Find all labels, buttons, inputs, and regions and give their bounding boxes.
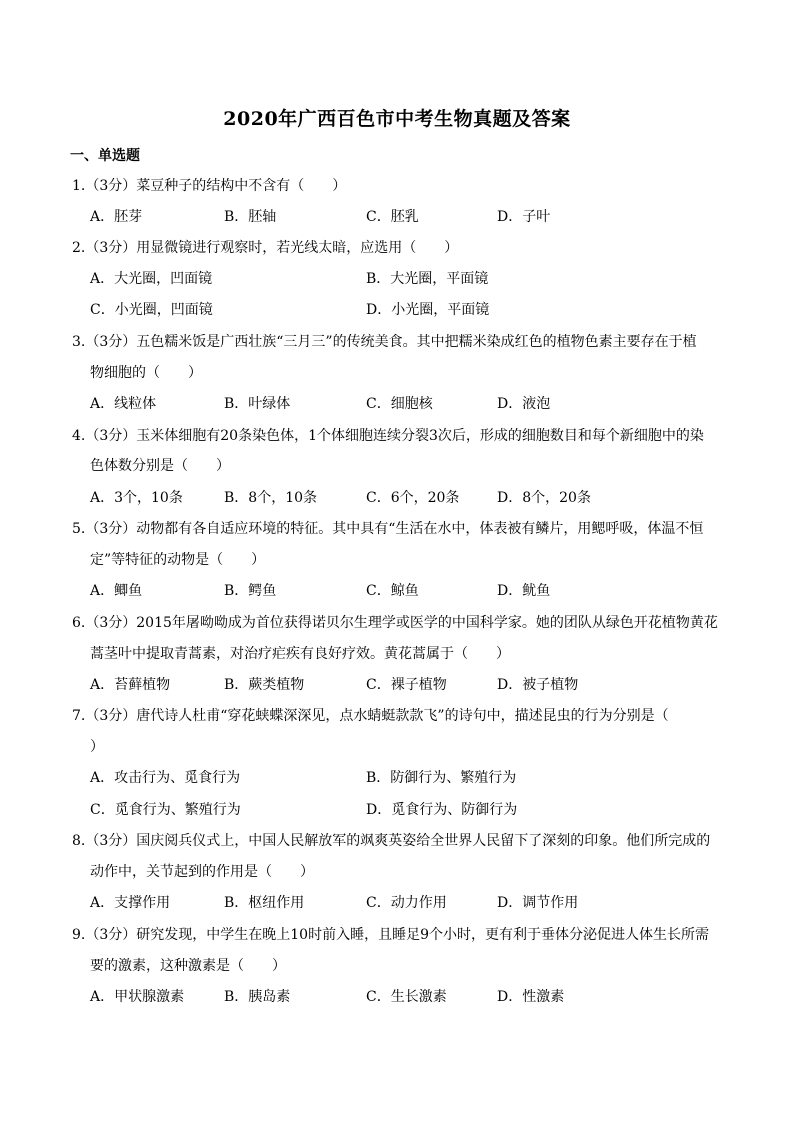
question-9-stem: 9.（3分）研究发现，中学生在晚上10时前入睡，且睡足9个小时，更有利于垂体分泌促进人体生长所需 [72,927,709,943]
question-9-option-d: D．性激素 [497,989,565,1005]
question-1-option-b: B．胚轴 [224,209,277,225]
question-1-option-a: A．胚芽 [90,209,143,225]
question-8-option-d: D．调节作用 [497,895,579,911]
question-6-option-d: D．被子植物 [497,677,579,693]
question-4-option-d: D．8个，20条 [497,490,591,506]
question-4-option-a: A．3个，10条 [90,490,183,506]
question-8-option-b: B．枢纽作用 [224,895,305,911]
question-6-option-a: A．苔藓植物 [90,677,171,693]
question-2-option-a: A．大光圈，凹面镜 [90,271,213,287]
section-heading: 一、单选题 [70,148,140,164]
question-8-option-c: C．动力作用 [366,895,447,911]
question-7-option-d: D．觅食行为、防御行为 [366,802,518,818]
question-9-option-a: A．甲状腺激素 [90,989,185,1005]
question-5-option-a: A．鲫鱼 [90,583,143,599]
question-7-option-c: C．觅食行为、繁殖行为 [90,802,241,818]
question-7-stem-cont: ） [90,739,104,755]
question-4-option-b: B．8个，10条 [224,490,318,506]
question-2-option-d: D．小光圈，平面镜 [366,302,490,318]
question-2-option-b: B．大光圈，平面镜 [366,271,489,287]
question-8-option-a: A．支撑作用 [90,895,171,911]
question-1-option-d: D．子叶 [497,209,551,225]
question-1-option-c: C．胚乳 [366,209,419,225]
question-4-stem-cont: 色体数分别是（ ） [90,458,230,474]
question-8-stem-cont: 动作中，关节起到的作用是（ ） [90,864,314,880]
question-3-option-c: C．细胞核 [366,396,433,412]
question-1-stem: 1.（3分）菜豆种子的结构中不含有（ ） [72,178,347,194]
question-5-stem-cont: 定”等特征的动物是（ ） [90,552,266,568]
question-3-stem: 3.（3分）五色糯米饭是广西壮族“三月三”的传统美食。其中把糯米染成红色的植物色素主要存在于植 [72,334,697,350]
question-6-stem: 6.（3分）2015年屠呦呦成为首位获得诺贝尔生理学或医学的中国科学家。她的团队从绿色开花植物黄花 [72,615,718,631]
question-8-stem: 8.（3分）国庆阅兵仪式上，中国人民解放军的飒爽英姿给全世界人民留下了深刻的印象。他们所完成的 [72,833,711,849]
question-9-option-c: C．生长激素 [366,989,447,1005]
question-5-option-b: B．鳄鱼 [224,583,277,599]
question-3-option-b: B．叶绿体 [224,396,291,412]
question-4-stem: 4.（3分）玉米体细胞有20条染色体，1个体细胞连续分裂3次后，形成的细胞数目和每个新细胞中的染 [72,428,704,444]
question-5-option-d: D．鱿鱼 [497,583,551,599]
question-7-stem: 7.（3分）唐代诗人杜甫“穿花蛱蝶深深见，点水蜻蜓款款飞”的诗句中，描述昆虫的行为分别是（ [72,708,669,724]
question-5-option-c: C．鲸鱼 [366,583,419,599]
question-6-stem-cont: 蒿茎叶中提取青蒿素，对治疗疟疾有良好疗效。黄花蒿属于（ ） [90,646,510,662]
question-2-stem: 2.（3分）用显微镜进行观察时，若光线太暗，应选用（ ） [72,240,459,256]
question-5-stem: 5.（3分）动物都有各自适应环境的特征。其中具有“生活在水中，体表被有鳞片，用鳃呼吸，体温不恒 [72,521,704,537]
question-9-option-b: B．胰岛素 [224,989,291,1005]
question-9-stem-cont: 要的激素，这种激素是（ ） [90,958,286,974]
question-6-option-c: C．裸子植物 [366,677,447,693]
question-7-option-b: B．防御行为、繁殖行为 [366,770,517,786]
question-4-option-c: C．6个，20条 [366,490,460,506]
question-3-option-a: A．线粒体 [90,396,157,412]
question-3-stem-cont: 物细胞的（ ） [90,365,202,381]
page-title: 2020年广西百色市中考生物真题及答案 [223,108,571,130]
question-3-option-d: D．液泡 [497,396,551,412]
question-6-option-b: B．蕨类植物 [224,677,305,693]
question-2-option-c: C．小光圈，凹面镜 [90,302,213,318]
question-7-option-a: A．攻击行为、觅食行为 [90,770,241,786]
